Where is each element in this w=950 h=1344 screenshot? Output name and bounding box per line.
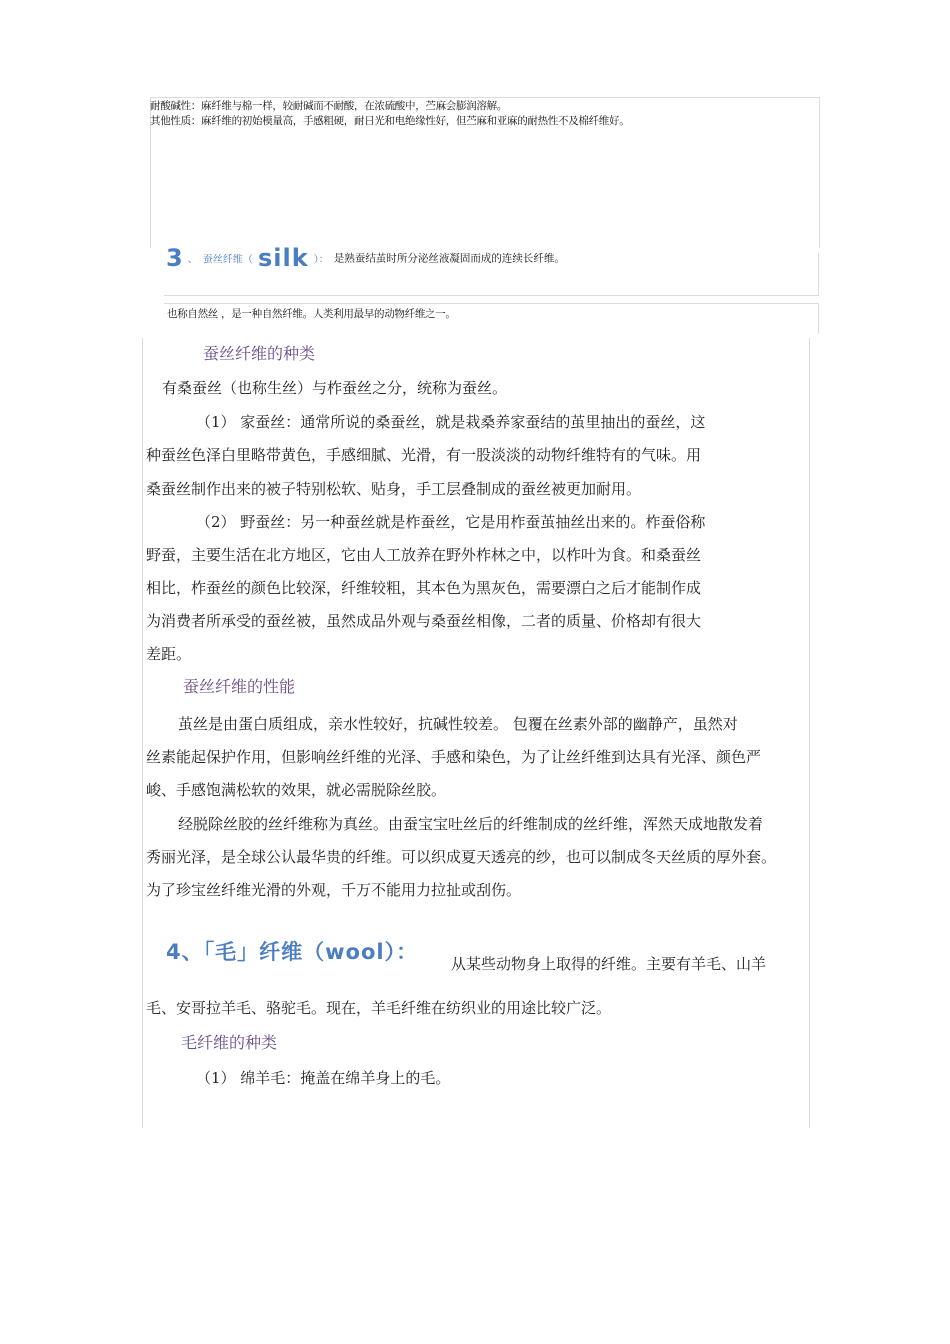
silk-props-heading: 蚕丝纤维的性能 [183,677,296,696]
silk-item2-line: 为消费者所承受的蚕丝被，虽然成品外观与桑蚕丝相像，二者的质量、价格却有很大 [146,612,702,630]
silk-props-para2-line: 秀丽光泽，是全球公认最华贵的纤维。可以织成夏天透亮的纱，也可以制成冬天丝质的厚外套。 [146,848,777,866]
silk-props-para1-line: 丝素能起保护作用，但影响丝纤维的光泽、手感和染色，为了让丝纤维到达具有光泽、颜色严 [146,748,762,766]
silk-item2-line: （2） 野蚕丝：另一种蚕丝就是柞蚕丝，它是用柞蚕茧抽丝出来的。柞蚕俗称 [196,513,706,531]
section3-line2: 也称自然丝 ，是一种自然纤维。人类利用最早的动物纤维之一。 [167,308,456,320]
silk-props-para1-line: 茧丝是由蛋白质组成，亲水性较好，抗碱性较差。 包覆在丝素外部的幽静产，虽然对 [178,715,738,733]
section3-number: 3 [166,244,183,272]
wool-types-heading: 毛纤维的种类 [181,1033,278,1052]
section3-definition: 是熟蚕结茧时所分泌丝液凝固而成的连续长纤维。 [333,252,565,265]
silk-types-intro: 有桑蚕丝（也称生丝）与柞蚕丝之分，统称为蚕丝。 [162,379,508,397]
silk-props-para2-line: 经脱除丝胶的丝纤维称为真丝。由蚕宝宝吐丝后的纤维制成的丝纤维，浑然天成地散发着 [178,815,764,833]
silk-item1-line: 种蚕丝色泽白里略带黄色，手感细腻、光滑，有一股淡淡的动物纤维特有的气味。用 [146,446,702,464]
silk-props-para1-line: 峻、手感饱满松软的效果，就必需脱除丝胶。 [146,781,447,799]
section3-name-en: silk [257,244,309,272]
acid-alkali-line: 耐酸碱性：麻纤维与棉一样，较耐碱而不耐酸，在浓硫酸中，苎麻会膨润溶解。 [150,100,507,112]
silk-item2-line: 差距。 [146,645,192,663]
silk-item1-line: 桑蚕丝制作出来的被子特别松软、贴身，手工层叠制成的蚕丝被更加耐用。 [146,480,642,498]
section3-close: ）： [313,254,329,266]
section4-line2: 毛、安哥拉羊毛、骆驼毛。现在，羊毛纤维在纺织业的用途比较广泛。 [146,999,612,1017]
silk-item2-line: 野蚕，主要生活在北方地区，它由人工放养在野外柞林之中，以柞叶为食。和桑蚕丝 [146,546,702,564]
section3-heading [166,244,565,272]
silk-props-para2-line: 为了珍宝丝纤维光滑的外观，千万不能用力拉扯或刮伤。 [146,881,522,899]
section4-definition: 从某些动物身上取得的纤维。主要有羊毛、山羊 [451,955,767,973]
wool-item1: （1） 绵羊毛：掩盖在绵羊身上的毛。 [196,1069,451,1087]
silk-types-heading: 蚕丝纤维的种类 [203,344,316,363]
section3-sep: 、 [187,254,198,266]
other-properties-line: 其他性质：麻纤维的初始模量高，手感粗硬，耐日光和电绝缘性好，但苎麻和亚麻的耐热性不及棉纤维好。 [150,115,630,127]
section3-name-cn: 蚕丝纤维（ [202,254,253,266]
silk-item2-line: 相比，柞蚕丝的颜色比较深，纤维较粗，其本色为黑灰色，需要漂白之后才能制作成 [146,579,702,597]
section4-title: 4、「毛」纤维（wool）： [166,940,419,964]
silk-item1-line: （1） 家蚕丝：通常所说的桑蚕丝，就是栽桑养家蚕结的茧里抽出的蚕丝，这 [196,413,706,431]
